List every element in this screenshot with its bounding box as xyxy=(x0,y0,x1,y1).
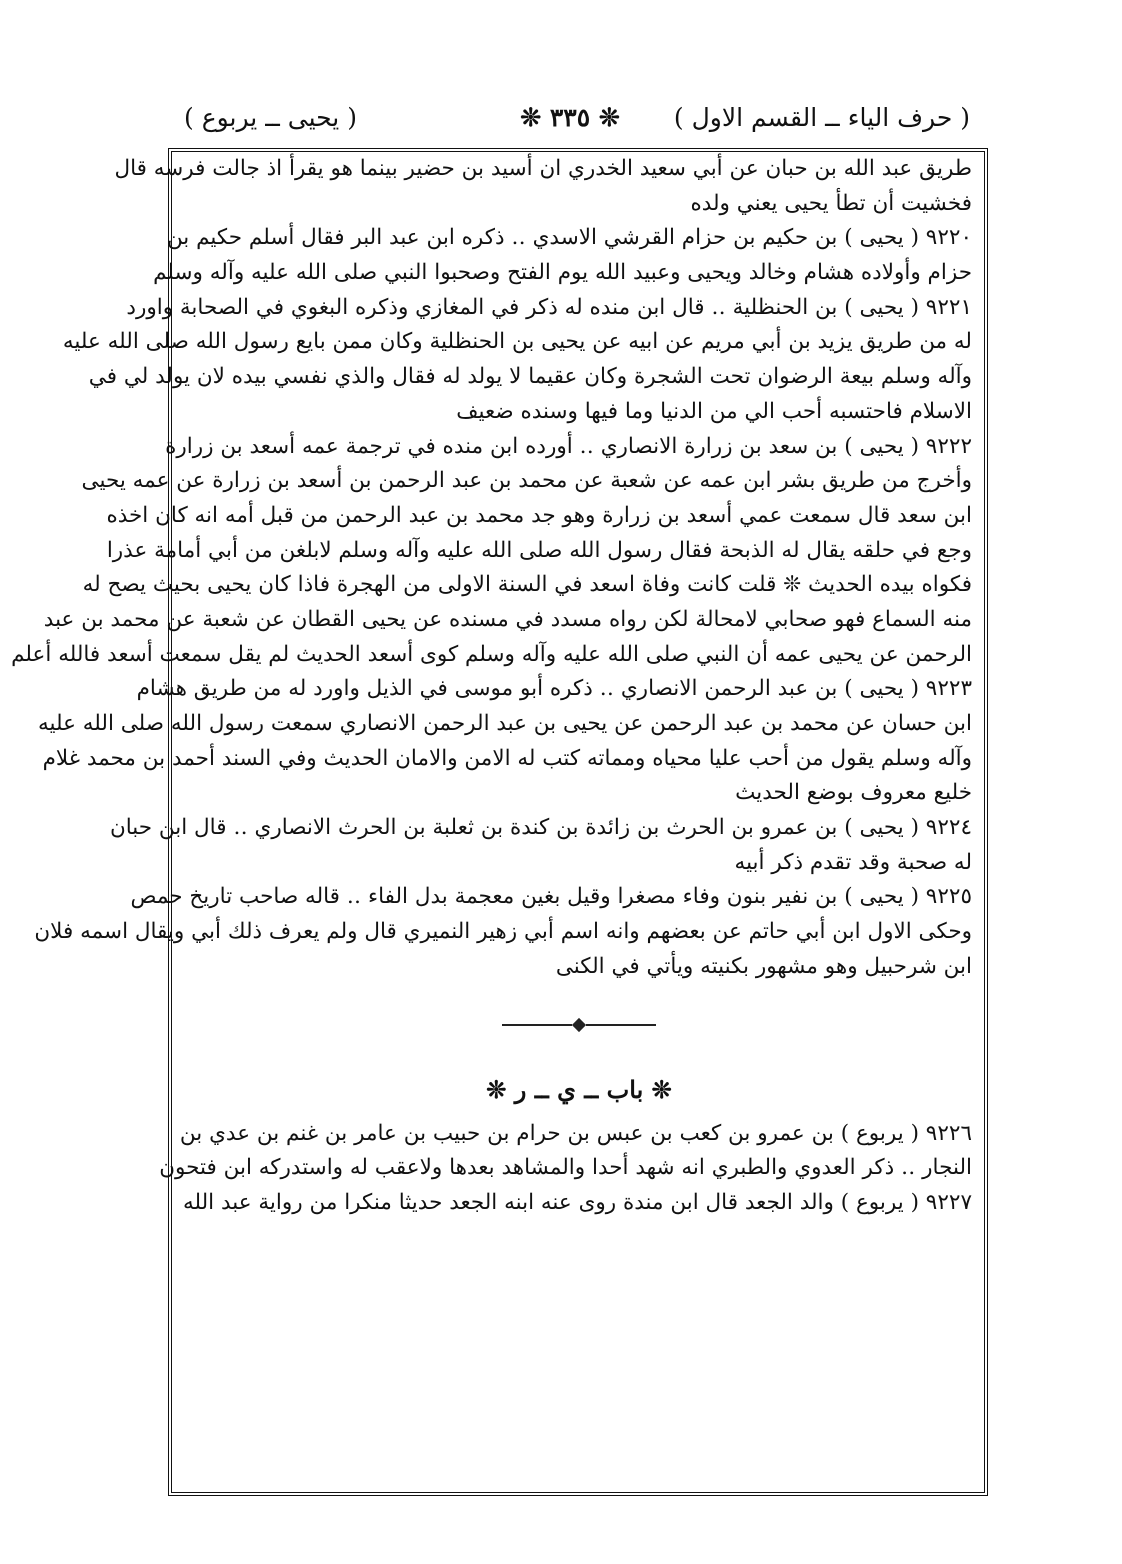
text-line: النجار ‥ ذكر العدوي والطبري انه شهد أحدا والمشاهد بعدها ولاعقب له واستدركه ابن فتحون xyxy=(159,1155,972,1181)
text-line: فخشيت أن تطأ يحيى يعني ولده xyxy=(690,190,972,216)
text-line: ابن شرحبيل وهو مشهور بكنيته ويأتي في الكنى xyxy=(555,953,972,979)
text-line: ٩٢٢٠ ( يحيى ) بن حكيم بن حزام القرشي الاسدي ‥ ذكره ابن عبد البر فقال أسلم حكيم بن xyxy=(166,225,972,251)
page-body xyxy=(11,152,972,1221)
text-line: حزام وأولاده هشام وخالد ويحيى وعبيد الله يوم الفتح وصحبوا النبي صلى الله عليه وآله وسلم xyxy=(153,260,972,286)
text-line: طريق عبد الله بن حبان عن أبي سعيد الخدري ان أسيد بن حضير بينما هو يقرأ اذ جالت فرسه قال xyxy=(114,156,972,181)
text-line: ٩٢٢٤ ( يحيى ) بن عمرو بن الحرث بن زائدة بن كندة بن ثعلبة بن الحرث الانصاري ‥ قال ابن حبان xyxy=(109,815,972,841)
entries-ya-ha xyxy=(11,152,972,985)
text-line: وجع في حلقه يقال له الذبحة فقال رسول الله صلى الله عليه وآله وسلم لابلغن من أبي أمامة عذرا xyxy=(106,537,972,563)
text-line: وآله وسلم بيعة الرضوان تحت الشجرة وكان عقيما لا يولد له فقال والذي نفسي بيده لان يولد لي في xyxy=(88,364,972,390)
text-line: الاسلام فاحتسبه أحب الي من الدنيا وما فيها وسنده ضعيف xyxy=(456,398,972,424)
text-line: فكواه بيده الحديث ❊ قلت كانت وفاة اسعد في السنة الاولى من الهجرة فاذا كان يحيى بحيث يصح له xyxy=(82,572,972,598)
running-head-names: ( يحيى ــ يربوع ) xyxy=(184,103,357,132)
text-line: ٩٢٢٣ ( يحيى ) بن عبد الرحمن الانصاري ‥ ذكره أبو موسى في الذيل واورد له من طريق هشام xyxy=(136,676,972,702)
text-line: ٩٢٢٥ ( يحيى ) بن نفير بنون وفاء مصغرا وقيل بغين معجمة بدل الفاء ‥ قاله صاحب تاريخ حمص xyxy=(130,884,972,910)
chapter-title: ( حرف الياء ــ القسم الاول ) xyxy=(673,103,970,132)
text-line: وأخرج من طريق بشر ابن عمه عن شعبة عن محمد بن عبد الرحمن بن أسعد بن زرارة عن عمه يحيى xyxy=(81,468,972,494)
text-line: له صحبة وقد تقدم ذكر أبيه xyxy=(734,849,972,875)
text-line: ابن حسان عن محمد بن عبد الرحمن عن يحيى بن عبد الرحمن الانصاري سمعت رسول الله صلى الله عليه xyxy=(37,711,972,736)
text-line: ٩٢٢٢ ( يحيى ) بن سعد بن زرارة الانصاري ‥ أورده ابن منده في ترجمة عمه أسعد بن زرارة xyxy=(165,433,972,459)
text-line: ٩٢٢١ ( يحيى ) بن الحنظلية ‥ قال ابن منده له ذكر في المغازي وذكره البغوي في الصحابة واورد xyxy=(126,294,972,320)
divider-diamond-icon xyxy=(572,1017,586,1031)
page-header xyxy=(170,100,970,140)
text-line: له من طريق يزيد بن أبي مريم عن ابيه عن يحيى بن الحنظلية وكان ممن بايع رسول الله صلى الله عليه xyxy=(62,329,972,355)
section-divider xyxy=(186,985,972,1065)
text-line: ٩٢٢٧ ( يربوع ) والد الجعد قال ابن مندة روى عنه ابنه الجعد حديثا منكرا من رواية عبد الله xyxy=(182,1189,972,1215)
text-line: الرحمن عن يحيى عمه أن النبي صلى الله عليه وآله وسلم كوى أسعد الحديث لم يقل سمعت أسعد فالله أعلم xyxy=(11,641,972,667)
page-number: ❊ ٣٣٥ ❊ xyxy=(520,103,620,132)
text-line: منه السماع فهو صحابي لامحالة لكن رواه مسدد في مسنده عن يحيى القطان عن شعبة عن محمد بن عبد xyxy=(43,606,972,632)
text-line: ابن سعد قال سمعت عمي أسعد بن زرارة وهو جد محمد بن عبد الرحمن من قبل أمه انه كان اخذه xyxy=(106,502,972,528)
text-line: وآله وسلم يقول من أحب عليا محياه ومماته كتب له الامن والامان الحديث وفي السند أحمد بن محمد غلام xyxy=(42,745,972,771)
section-heading: ❊ باب ــ ي ــ ر ❊ xyxy=(486,1074,672,1104)
text-line: ٩٢٢٦ ( يربوع ) بن عمرو بن كعب بن عبس بن حرام بن حبيب بن عامر بن غنم بن عدي بن xyxy=(179,1120,972,1146)
divider-bar xyxy=(586,1024,656,1026)
divider-bar xyxy=(502,1024,572,1026)
text-line: وحكى الاول ابن أبي حاتم عن بعضهم وانه اسم أبي زهير النميري قال ولم يعرف ذلك أبي ويقال اسمه فلان xyxy=(34,919,972,945)
text-line: خليع معروف بوضع الحديث xyxy=(735,780,972,806)
entries-ya-ra xyxy=(159,1117,972,1221)
